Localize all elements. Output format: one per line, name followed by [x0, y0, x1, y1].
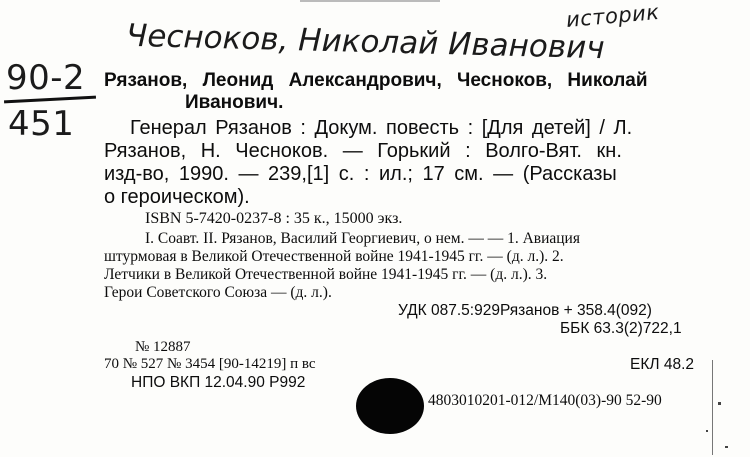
subject-line-1: I. Соавт. II. Рязанов, Василий Георгиевич, о нем. — — 1. Авиация: [145, 230, 580, 247]
entry-body-line-2: Рязанов, Н. Чесноков. — Горький : Волго-Вят. кн.: [104, 140, 622, 162]
entry-heading-line1: Рязанов, Леонид Александрович, Чесноков, Николай: [104, 70, 648, 91]
handwritten-shelf-mark-bottom: 451: [8, 104, 75, 144]
handwritten-note-historian: историк: [565, 0, 661, 33]
handwritten-authors-note: Чесноков, Николай Иванович: [125, 17, 606, 67]
scan-artifact: [300, 0, 440, 2]
entry-body-line-3: изд-во, 1990. — 239,[1] с. : ил.; 17 см. — (Рассказы: [104, 163, 617, 185]
entry-body-line-4: о героическом).: [104, 186, 250, 208]
scan-artifact: [725, 446, 728, 448]
scan-artifact: [706, 430, 708, 432]
ekl-code: ЕКЛ 48.2: [630, 356, 695, 373]
handwritten-shelf-mark-top: 90-2: [6, 58, 86, 98]
udk-classification: УДК 087.5:929Рязанов + 358.4(092): [398, 302, 652, 319]
punch-hole-blot: [356, 378, 424, 434]
bbk-classification: ББК 63.3(2)722,1: [560, 320, 682, 337]
subject-line-4: Герои Советского Союза — (д. л.).: [104, 284, 332, 301]
entry-body-line-1: Генерал Рязанов : Докум. повесть : [Для детей] / Л.: [130, 117, 633, 139]
scan-artifact: [718, 402, 721, 405]
subject-line-3: Летчики в Великой Отечественной войне 1941-1945 гг. — (д. л.). 3.: [104, 266, 548, 283]
isbn-line: ISBN 5-7420-0237-8 : 35 к., 15000 экз.: [145, 210, 403, 227]
publisher-code-line: 4803010201-012/М140(03)-90 52-90: [428, 392, 662, 409]
entry-heading-line2: Иванович.: [185, 92, 284, 113]
scan-artifact: [712, 360, 713, 455]
subject-line-2: штурмовая в Великой Отечественной войне 1941-1945 гг. — (д. л.). 2.: [104, 248, 564, 265]
npo-line: НПО ВКП 12.04.90 Р992: [131, 374, 306, 391]
print-run-line: 70 № 527 № 3454 [90-14219] п вс: [104, 356, 316, 372]
card-number: № 12887: [135, 339, 191, 355]
